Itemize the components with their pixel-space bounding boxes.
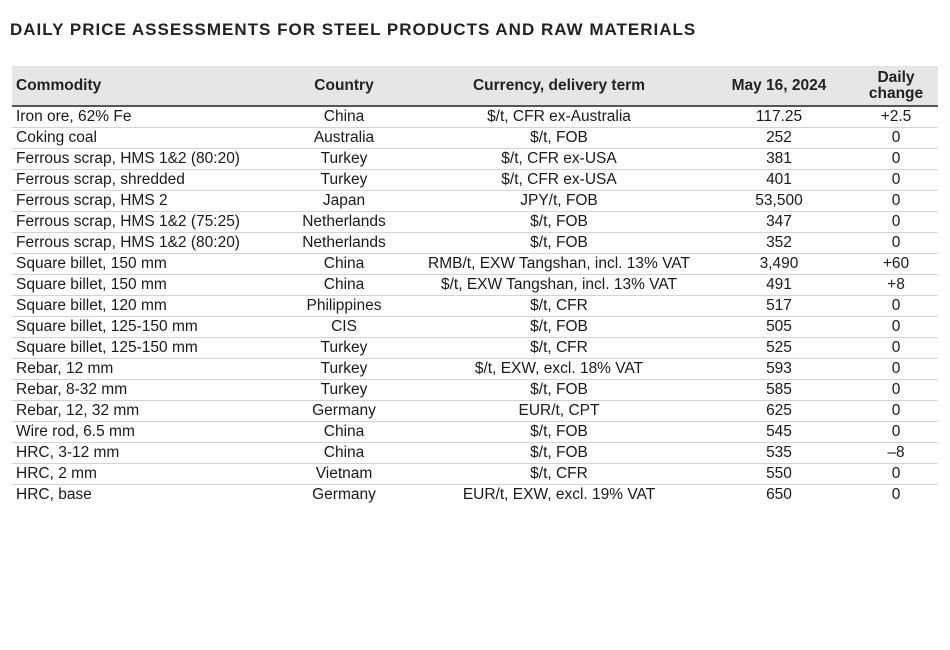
cell-daily-change: 0 bbox=[854, 149, 938, 170]
cell-commodity: Square billet, 150 mm bbox=[12, 275, 274, 296]
column-header-daily-change: Daily change bbox=[854, 66, 938, 106]
table-row bbox=[12, 275, 938, 296]
cell-price: 545 bbox=[704, 422, 854, 443]
table-row bbox=[12, 149, 938, 170]
cell-daily-change: 0 bbox=[854, 128, 938, 149]
cell-currency: $/t, EXW Tangshan, incl. 13% VAT bbox=[414, 275, 704, 296]
column-header-commodity: Commodity bbox=[12, 66, 274, 106]
table-row bbox=[12, 422, 938, 443]
table-row bbox=[12, 485, 938, 506]
cell-country: Philippines bbox=[274, 296, 414, 317]
cell-price: 53,500 bbox=[704, 191, 854, 212]
cell-commodity: HRC, base bbox=[16, 486, 92, 503]
cell-country: Germany bbox=[312, 486, 376, 503]
cell-country: China bbox=[274, 275, 414, 296]
cell-currency: $/t, FOB bbox=[414, 422, 704, 443]
cell-country: Turkey bbox=[274, 359, 414, 380]
table-body bbox=[12, 106, 938, 505]
cell-price: 517 bbox=[704, 296, 854, 317]
cell-daily-change: +2.5 bbox=[854, 106, 938, 128]
table-row bbox=[12, 401, 938, 422]
table-header-row bbox=[12, 66, 938, 106]
cell-price: 505 bbox=[704, 317, 854, 338]
cell-daily-change: 0 bbox=[854, 296, 938, 317]
cell-price: 650 bbox=[766, 486, 792, 503]
table-row bbox=[12, 254, 938, 275]
cell-country: Turkey bbox=[274, 380, 414, 401]
table-row bbox=[12, 212, 938, 233]
cell-commodity: Coking coal bbox=[12, 128, 274, 149]
cell-daily-change: +8 bbox=[854, 275, 938, 296]
cell-currency: $/t, CFR bbox=[414, 296, 704, 317]
cell-currency: RMB/t, EXW Tangshan, incl. 13% VAT bbox=[414, 254, 704, 275]
cell-currency: $/t, FOB bbox=[414, 380, 704, 401]
cell-price: 525 bbox=[704, 338, 854, 359]
cell-commodity: Iron ore, 62% Fe bbox=[12, 106, 274, 128]
table-row bbox=[12, 191, 938, 212]
cell-commodity: Ferrous scrap, HMS 2 bbox=[12, 191, 274, 212]
cell-currency: $/t, CFR ex-USA bbox=[414, 149, 704, 170]
cell-currency: $/t, EXW, excl. 18% VAT bbox=[414, 359, 704, 380]
cell-daily-change: –8 bbox=[854, 443, 938, 464]
cell-price: 347 bbox=[704, 212, 854, 233]
table-row bbox=[12, 296, 938, 317]
cell-price: 593 bbox=[704, 359, 854, 380]
table-row bbox=[12, 128, 938, 149]
cell-currency: $/t, FOB bbox=[414, 128, 704, 149]
cell-price: 117.25 bbox=[704, 106, 854, 128]
table-row bbox=[12, 233, 938, 254]
cell-currency: $/t, FOB bbox=[414, 212, 704, 233]
table-row bbox=[12, 464, 938, 485]
price-table bbox=[12, 66, 938, 505]
cell-price: 585 bbox=[704, 380, 854, 401]
cell-commodity: Ferrous scrap, HMS 1&2 (80:20) bbox=[12, 149, 274, 170]
cell-price: 535 bbox=[704, 443, 854, 464]
table-row bbox=[12, 359, 938, 380]
cell-commodity: Rebar, 12, 32 mm bbox=[12, 401, 274, 422]
cell-commodity: Square billet, 120 mm bbox=[12, 296, 274, 317]
cell-currency: EUR/t, EXW, excl. 19% VAT bbox=[462, 486, 656, 503]
cell-daily-change: 0 bbox=[854, 212, 938, 233]
cell-currency: $/t, CFR ex-USA bbox=[414, 170, 704, 191]
cell-price: 352 bbox=[704, 233, 854, 254]
cell-commodity: Square billet, 125-150 mm bbox=[12, 338, 274, 359]
table-row bbox=[12, 443, 938, 464]
cell-price: 381 bbox=[704, 149, 854, 170]
cell-country: Turkey bbox=[274, 170, 414, 191]
cell-price: 3,490 bbox=[704, 254, 854, 275]
cell-country: China bbox=[274, 106, 414, 128]
page-title: DAILY PRICE ASSESSMENTS FOR STEEL PRODUCTS AND RAW MATERIALS bbox=[10, 20, 697, 39]
cell-country: Netherlands bbox=[274, 212, 414, 233]
cell-country: Turkey bbox=[274, 338, 414, 359]
cell-country: Turkey bbox=[274, 149, 414, 170]
cell-currency: $/t, FOB bbox=[414, 233, 704, 254]
cell-currency: $/t, CFR bbox=[414, 338, 704, 359]
table-row bbox=[12, 170, 938, 191]
column-header-country: Country bbox=[274, 66, 414, 106]
cell-country: Germany bbox=[274, 401, 414, 422]
cell-daily-change: 0 bbox=[854, 170, 938, 191]
cell-commodity: Square billet, 125-150 mm bbox=[12, 317, 274, 338]
cell-commodity: Ferrous scrap, HMS 1&2 (80:20) bbox=[12, 233, 274, 254]
cell-price: 252 bbox=[704, 128, 854, 149]
cell-daily-change: 0 bbox=[854, 422, 938, 443]
cell-daily-change: 0 bbox=[854, 401, 938, 422]
cell-daily-change: 0 bbox=[854, 359, 938, 380]
cell-daily-change: 0 bbox=[854, 380, 938, 401]
cell-commodity: Ferrous scrap, HMS 1&2 (75:25) bbox=[12, 212, 274, 233]
table-row bbox=[12, 317, 938, 338]
cell-daily-change: 0 bbox=[854, 191, 938, 212]
cell-daily-change: 0 bbox=[854, 464, 938, 485]
cell-commodity: Ferrous scrap, shredded bbox=[12, 170, 274, 191]
table-row bbox=[12, 338, 938, 359]
cell-price: 401 bbox=[704, 170, 854, 191]
cell-daily-change: 0 bbox=[854, 233, 938, 254]
cell-country: Netherlands bbox=[274, 233, 414, 254]
cell-currency: EUR/t, CPT bbox=[414, 401, 704, 422]
cell-country: Australia bbox=[274, 128, 414, 149]
cell-daily-change: +60 bbox=[854, 254, 938, 275]
cell-price: 550 bbox=[704, 464, 854, 485]
cell-currency: JPY/t, FOB bbox=[414, 191, 704, 212]
cell-currency: $/t, CFR bbox=[414, 464, 704, 485]
cell-country: Japan bbox=[274, 191, 414, 212]
cell-daily-change: 0 bbox=[854, 317, 938, 338]
cell-commodity: HRC, 2 mm bbox=[12, 464, 274, 485]
cell-price: 625 bbox=[704, 401, 854, 422]
cell-commodity: Rebar, 12 mm bbox=[12, 359, 274, 380]
cell-daily-change: 0 bbox=[854, 338, 938, 359]
column-header-date: May 16, 2024 bbox=[704, 66, 854, 106]
cell-country: China bbox=[274, 422, 414, 443]
cell-currency: $/t, FOB bbox=[414, 317, 704, 338]
cell-price: 491 bbox=[704, 275, 854, 296]
cell-country: Vietnam bbox=[274, 464, 414, 485]
table-row bbox=[12, 106, 938, 128]
cell-commodity: Rebar, 8-32 mm bbox=[12, 380, 274, 401]
cell-commodity: Wire rod, 6.5 mm bbox=[12, 422, 274, 443]
cell-country: China bbox=[274, 254, 414, 275]
cell-commodity: Square billet, 150 mm bbox=[12, 254, 274, 275]
cell-currency: $/t, CFR ex-Australia bbox=[414, 106, 704, 128]
column-header-currency: Currency, delivery term bbox=[414, 66, 704, 106]
cell-commodity: HRC, 3-12 mm bbox=[12, 443, 274, 464]
cell-country: CIS bbox=[274, 317, 414, 338]
cell-daily-change: 0 bbox=[891, 486, 901, 503]
table-row bbox=[12, 380, 938, 401]
cell-currency: $/t, FOB bbox=[414, 443, 704, 464]
cell-country: China bbox=[274, 443, 414, 464]
